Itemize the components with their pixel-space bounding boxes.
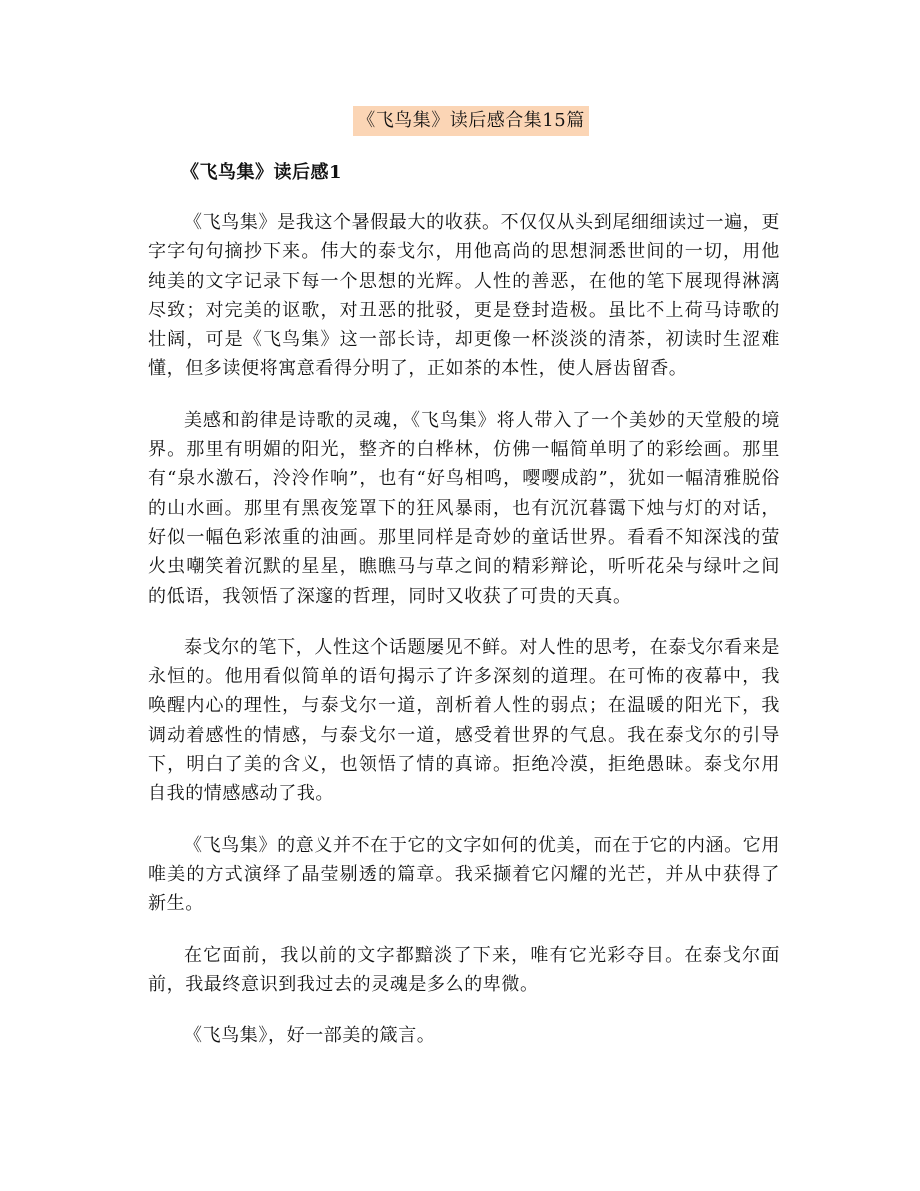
paragraph-2: 美感和韵律是诗歌的灵魂，《飞鸟集》将人带入了一个美妙的天堂般的境界。那里有明媚的阳光，整齐的白桦林，仿佛一幅简单明了的彩绘画。那里有“泉水激石，泠泠作响”，也有“好鸟相鸣，嘤嘤成韵”，犹如一幅清雅脱俗的山水画。那里有黑夜笼罩下的狂风暴雨，也有沉沉暮霭下烛与灯的对话，好似一幅色彩浓重的油画。那里同样是奇妙的童话世界。看看不知深浅的萤火虫嘲笑着沉默的星星，瞧瞧马与草之间的精彩辩论，听听花朵与绿叶之间的低语，我领悟了深邃的哲理，同时又收获了可贵的天真。 bbox=[148, 409, 780, 607]
paragraph-3: 泰戈尔的笔下，人性这个话题屡见不鲜。对人性的思考，在泰戈尔看来是永恒的。他用看似简单的语句揭示了许多深刻的道理。在可怖的夜幕中，我唤醒内心的理性，与泰戈尔一道，剖析着人性的弱点；在温暖的阳光下，我调动着感性的情感，与泰戈尔一道，感受着世界的气息。我在泰戈尔的引导下，明白了美的含义，也领悟了情的真谛。拒绝冷漠，拒绝愚昧。泰戈尔用自我的情感感动了我。 bbox=[148, 636, 780, 805]
paragraph-6: 《飞鸟集》，好一部美的箴言。 bbox=[184, 1025, 436, 1047]
paragraph-4: 《飞鸟集》的意义并不在于它的文字如何的优美，而在于它的内涵。它用唯美的方式演绎了晶莹剔透的篇章。我采撷着它闪耀的光芒，并从中获得了新生。 bbox=[148, 834, 780, 915]
title-row bbox=[0, 106, 920, 136]
paragraph-5: 在它面前，我以前的文字都黯淡了下来，唯有它光彩夺目。在泰戈尔面前，我最终意识到我过去的灵魂是多么的卑微。 bbox=[148, 944, 780, 995]
paragraph-1: 《飞鸟集》是我这个暑假最大的收获。不仅仅从头到尾细细读过一遍，更字字句句摘抄下来。伟大的泰戈尔，用他高尚的思想洞悉世间的一切，用他纯美的文字记录下每一个思想的光辉。人性的善恶，在他的笔下展现得淋漓尽致；对完美的讴歌，对丑恶的批驳，更是登封造极。虽比不上荷马诗歌的壮阔，可是《飞鸟集》这一部长诗，却更像一杯淡淡的清茶，初读时生涩难懂，但多读便将寓意看得分明了，正如茶的本性，使人唇齿留香。 bbox=[148, 212, 780, 380]
essay-body bbox=[148, 208, 780, 1072]
document-title: 《飞鸟集》读后感合集15篇 bbox=[353, 106, 588, 136]
section-heading: 《飞鸟集》读后感1 bbox=[181, 162, 343, 183]
